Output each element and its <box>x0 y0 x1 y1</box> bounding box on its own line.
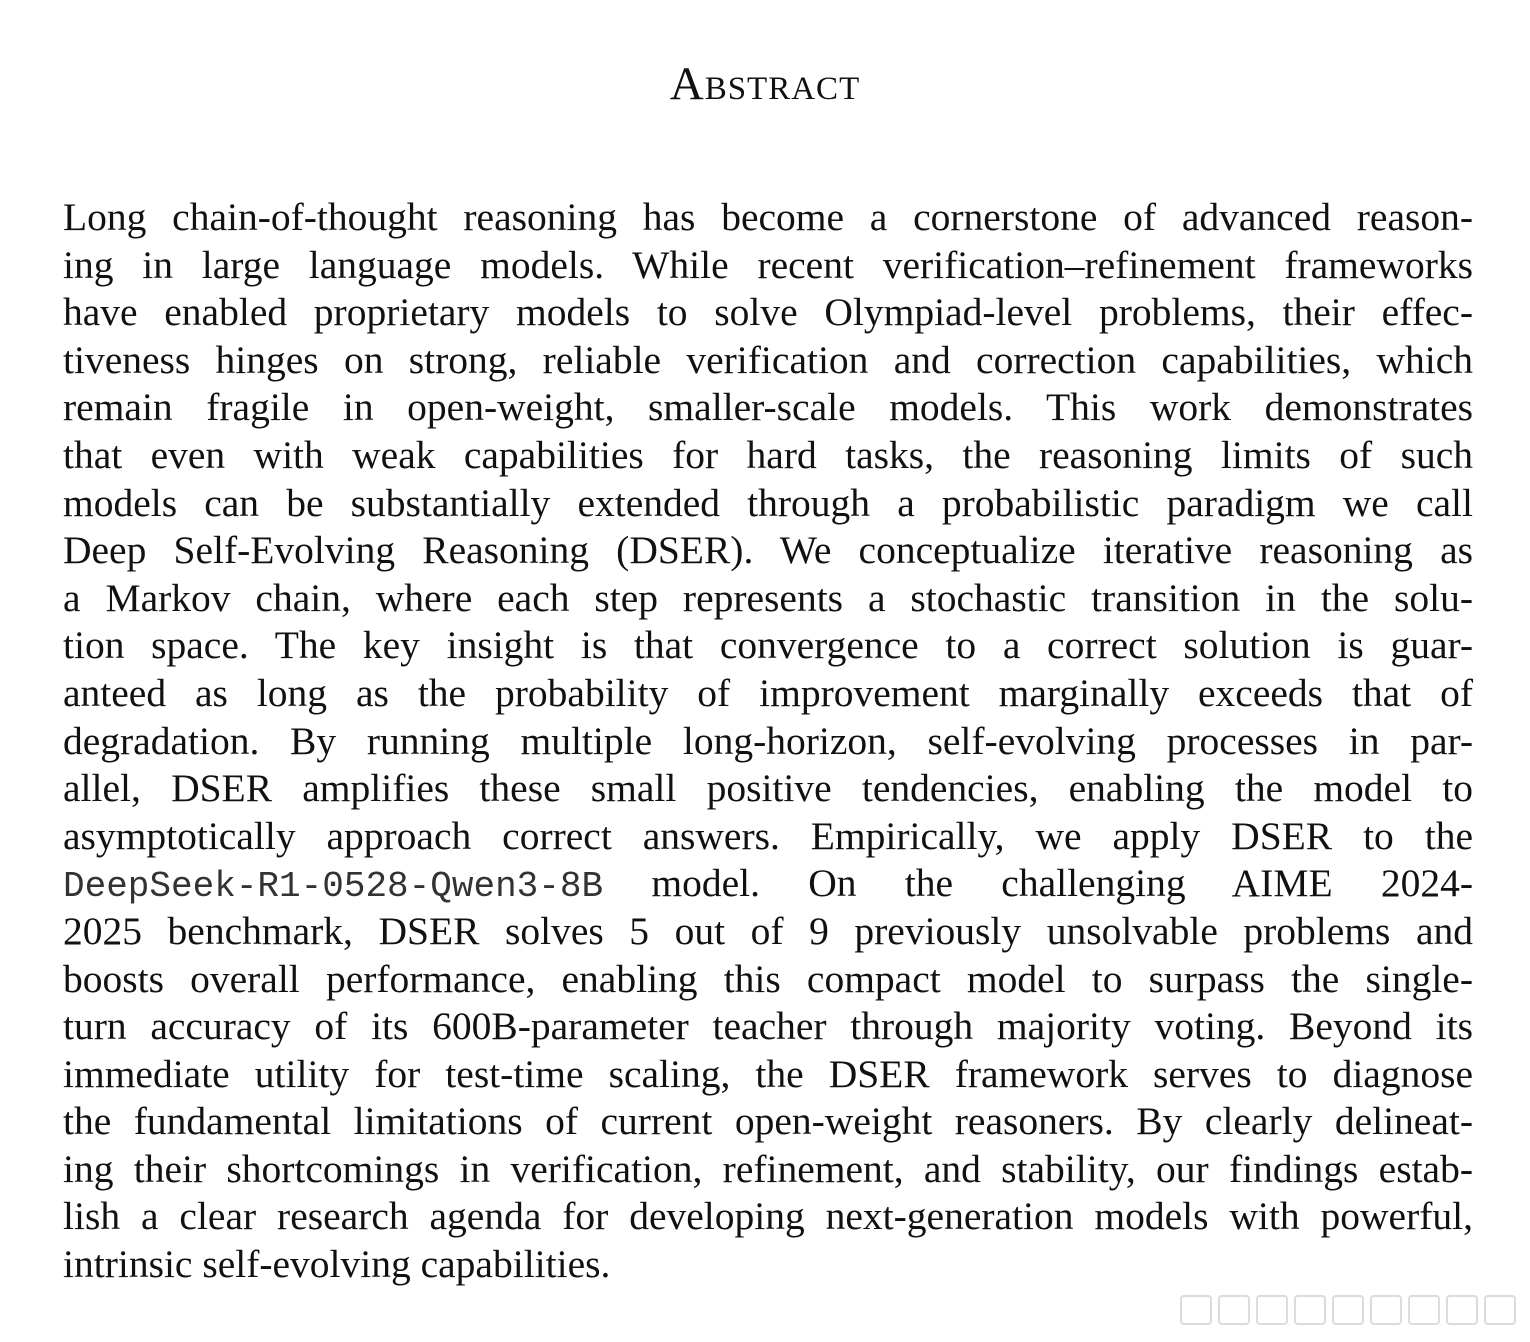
abstract-line-8: Deep Self-Evolving Reasoning (DSER). We conceptualize iterative reasoning as <box>63 528 1473 573</box>
abstract-line-9: a Markov chain, where each step represents a stochastic transition in the solu- <box>63 575 1473 620</box>
watermark-box-icon <box>1256 1295 1288 1325</box>
model-name: DeepSeek-R1-0528-Qwen3-8B <box>63 866 604 908</box>
watermark-box-icon <box>1218 1295 1250 1325</box>
abstract-line-10: tion space. The key insight is that convergence to a correct solution is guar- <box>63 623 1473 668</box>
model-line-rest: model. On the challenging AIME 2024- <box>603 861 1473 906</box>
abstract-line-15 <box>63 860 1473 908</box>
watermark-box-icon <box>1180 1295 1212 1325</box>
watermark-box-icon <box>1446 1295 1478 1325</box>
abstract-line-7: models can be substantially extended through a probabilistic paradigm we call <box>63 480 1473 525</box>
abstract-line-19: immediate utility for test-time scaling, the DSER framework serves to diagnose <box>63 1051 1473 1096</box>
abstract-line-4: tiveness hinges on strong, reliable verification and correction capabilities, which <box>63 337 1473 382</box>
abstract-line-1: Long chain-of-thought reasoning has become a cornerstone of advanced reason- <box>63 195 1473 239</box>
abstract-body <box>63 194 1473 1289</box>
abstract-line-6: that even with weak capabilities for hard tasks, the reasoning limits of such <box>63 432 1473 477</box>
abstract-heading: Abstract <box>669 58 861 110</box>
watermark-box-icon <box>1484 1295 1516 1325</box>
abstract-line-11: anteed as long as the probability of improvement marginally exceeds that of <box>63 670 1473 715</box>
abstract-line-22: lish a clear research agenda for developing next-generation models with powerful, <box>63 1194 1473 1239</box>
abstract-line-16: 2025 benchmark, DSER solves 5 out of 9 previously unsolvable problems and <box>63 908 1473 953</box>
watermark-box-icon <box>1294 1295 1326 1325</box>
watermark-box-icon <box>1332 1295 1364 1325</box>
abstract-line-3: have enabled proprietary models to solve Olympiad-level problems, their effec- <box>63 290 1473 335</box>
watermark-box-icon <box>1408 1295 1440 1325</box>
abstract-line-12: degradation. By running multiple long-horizon, self-evolving processes in par- <box>63 718 1473 763</box>
abstract-line-17: boosts overall performance, enabling this compact model to surpass the single- <box>63 956 1473 1001</box>
abstract-line-14: asymptotically approach correct answers. Empirically, we apply DSER to the <box>63 813 1473 858</box>
abstract-line-21: ing their shortcomings in verification, refinement, and stability, our findings estab- <box>63 1146 1473 1191</box>
abstract-line-18: turn accuracy of its 600B-parameter teacher through majority voting. Beyond its <box>63 1004 1473 1049</box>
abstract-line-2: ing in large language models. While recent verification–refinement frameworks <box>63 242 1473 287</box>
abstract-line-20: the fundamental limitations of current open-weight reasoners. By clearly delineat- <box>63 1099 1473 1144</box>
abstract-line-13: allel, DSER amplifies these small positive tendencies, enabling the model to <box>63 766 1473 811</box>
abstract-line-5: remain fragile in open-weight, smaller-scale models. This work demonstrates <box>63 385 1473 430</box>
watermark-logo <box>1180 1290 1516 1330</box>
abstract-line-23: intrinsic self-evolving capabilities. <box>63 1242 611 1287</box>
watermark-box-icon <box>1370 1295 1402 1325</box>
